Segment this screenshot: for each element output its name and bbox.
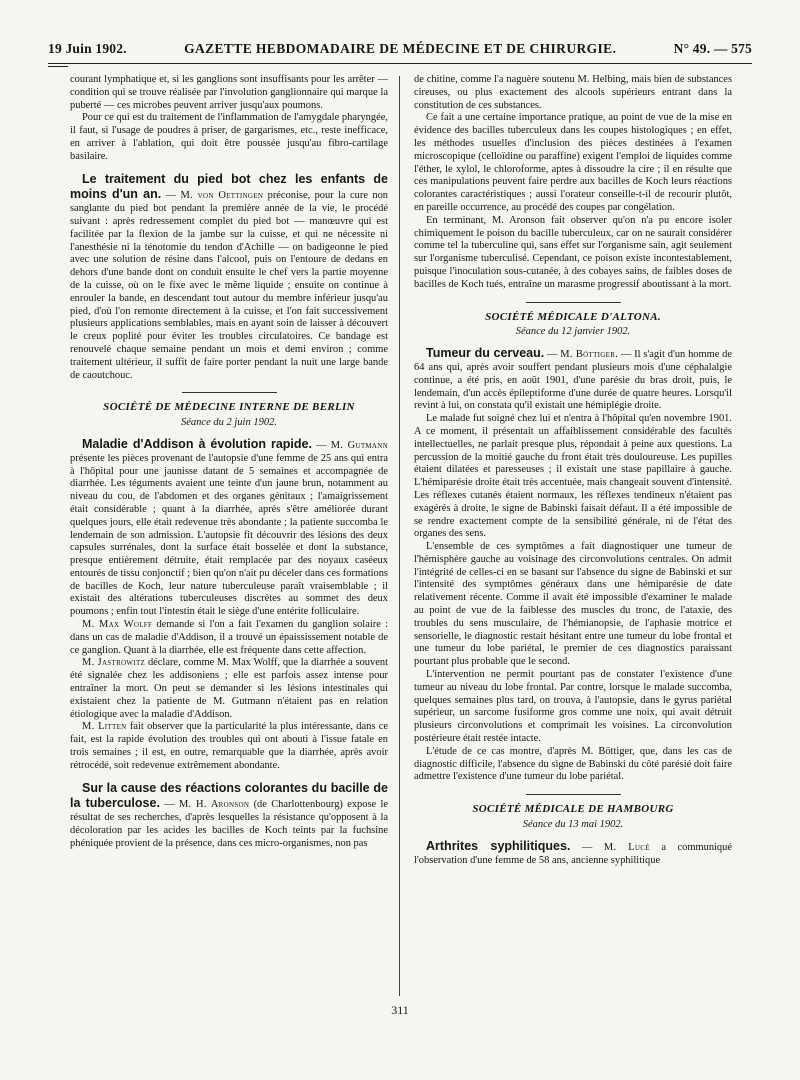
article-clubfoot: Le traitement du pied bot chez les enfants de moins d'un an. — M. von Oettingen préconise, pour la cure non sanglante du pied bot pendant la première année de la vie, le procédé suivant : après redressement complet du pied bot — manœuvre qui est facilitée par la flexion de la jambe sur la cuisse, et qui ne nécessite ni l'anesthésie ni la ténotomie du tendon d'Achille — on badigeonne le pied avec une solution de résine dans l'alcool, puis on l'entoure de dedans en dehors d'une bande dont on conduit ensuite le chef vers la partie moyenne de la cuisse, où on le fixe avec le même liquide ; ensuite on continue à enrouler la bande, en descendant tout autour du membre inférieur jusqu'au pied, d'où l'on remonte directement à la cuisse, et l'on fait successivement plusieurs applications semblables, mais en ayant soin de laisser à découvert le creux poplité pour éviter les troubles circulatoires. Ce bandage est renouvelé chaque semaine pendant un mois et demi environ ; comme traitement ultérieur, il suffit de faire porter pendant la nuit une large bande de caoutchouc. <box>70 171 389 381</box>
article-text: préconise, pour la cure non sanglante du pied bot pendant la première année de la vie, le procédé suivant : après redressement complet du pied bot — manœuvre qui est facilitée par la flexion de la jambe sur la cuisse, et qui ne nécessite ni l'anesthésie ni la ténotomie du tendon d'Achille — on badigeonne le pied avec une solution de résine dans l'alcool, puis on l'entoure de dedans en dehors d'une bande dont on conduit ensuite le chef vers la partie moyenne de la cuisse, où on le fixe avec le même liquide ; ensuite on continue à enrouler la bande, en descendant tout autour du membre inférieur jusqu'au pied, d'où l'on remonte directement à la cuisse, et l'on fait successivement plusieurs applications semblables, mais en ayant soin de laisser à découvert le creux poplité pour éviter les troubles circulatoires. Ce bandage est renouvelé chaque semaine pendant un mois et demi environ ; comme traitement ultérieur, il suffit de faire porter pendant la nuit une large bande de caoutchouc. <box>70 190 389 381</box>
issue-number: N° 49. — 575 <box>673 41 752 56</box>
article-text: présente les pièces provenant de l'autopsie d'une femme de 25 ans qui entra à l'hôpital pour une jaunisse datant de 5 semaines et accompagnée de diarrhée. Les téguments avaient une teinte d'un jaune brun, notamment au niveau du cou, de l'abdomen et des organes génitaux ; l'amaigrissement était considérable ; quant à la diarrhée, après s'être améliorée durant quelques jours, elle était redevenue très abondante ; la patiente succomba le lendemain de son admission. L'autopsie fit découvrir des lésions des deux capsules surrénales, dont la surface était bosselée et dont la substance, presque entièrement détruite, était remplacée par des noyaux caséeux entourés de tissu conjonctif ; bien qu'on n'ait pu déceler dans ces formations de bacilles de Koch, leur nature tuberculeuse paraît vraisemblable ; il existait des altérations tuberculeuses discrètes au sommet des deux poumons ; enfin tout l'intestin était le siège d'une entérite folliculaire. <box>70 452 388 618</box>
journal-title: GAZETTE HEBDOMADAIRE DE MÉDECINE ET DE CHIRURGIE. <box>184 41 617 56</box>
article-title: Arthrites syphilitiques. <box>426 838 571 853</box>
society-heading: SOCIÉTÉ MÉDICALE DE HAMBOURG <box>472 803 674 816</box>
author: M. Jastrowitz <box>82 657 146 669</box>
society-heading: SOCIÉTÉ MÉDICALE D'ALTONA. <box>485 310 661 323</box>
paragraph: Ce fait a une certaine importance pratique, au point de vue de la mise en évidence des bacilles tuberculeux dans les coupes histologiques ; en effet, les méthodes usuelles d'inclusion des pièces destinées à l'examen microscopique (celloïdine ou paraffine) exigent l'emploi de liquides comme l'éther, le xylol, le chloroforme, aptes à dissoudre la cire ; il en résulte que ces manipulations peuvent faire perdre aux bacilles de Koch leurs réactions colorantes caractéristiques ; aussi l'orateur conseille-t-il de recourir plutôt, en pareille occurrence, au procédé des coupes par congélation. <box>414 112 732 213</box>
section-divider <box>182 392 277 393</box>
page-folio: 311 <box>391 1003 409 1017</box>
session-date: Séance du 12 janvier 1902. <box>515 326 631 338</box>
paragraph-text: déclare, comme M. Max Wolff, que la diarrhée a souvent été signalée chez les addisoniens ; elle est parfois assez intense pour entraîner la mort. On peut se demander si les lésions intestinales qui existaient chez la patiente de M. Gutmann n'étaient pas en relation étiologique avec la maladie d'Addison. <box>70 657 388 720</box>
paragraph <box>70 721 388 772</box>
paragraph: En terminant, M. Aronson fait observer qu'on n'a pu encore isoler chimiquement le poison du bacille tuberculeux, car on ne saurait considérer comme tel la tuberculine qui, sans effet sur l'organisme sain, agit seulement sur l'organisme tuberculisé. Cependant, ce poison existe incontestablement, puisque l'inoculation sous-cutanée, à des cobayes sains, de faibles doses de bacilles de Koch tués, entraîne un marasme progressif aboutissant à la mort. <box>414 214 732 290</box>
article-arthritis: Arthrites syphilitiques. — M. Lucé a communiqué l'observation d'une femme de 58 ans, ancienne syphilitique <box>414 838 733 866</box>
header-rule-mark <box>48 66 68 67</box>
paragraph: L'ensemble de ces symptômes a fait diagnostiquer une tumeur de l'hémisphère gauche au voisinage des circonvolutions centrales. On admit l'intégrité de celles-ci en se basant sur l'absence du signe de Babinski et sur l'intensité des symptômes généraux dans une hémiparésie de date relativement récente. Comme il avait été impossible d'examiner le malade au point de vue de la faiblesse des muscles du tronc, de l'ataxie, des troubles du sens musculaire, de l'hémianopsie, de l'aphasie motrice et sensorielle, le diagnostic restait hésitant entre une tumeur du lobe frontal et une tumeur du lobe pariétal, le premier de ces diagnostics paraissant pourtant plus probable que le second. <box>414 541 732 668</box>
article-text: Il s'agit d'un homme de 64 ans qui, après avoir souffert pendant plusieurs mois d'une céphalalgie continue, a été pris, en août 1901, d'une parésie du bras droit, puis, le lendemain, d'un accès épileptiforme d'une durée de quatre heures. Lorsqu'il revint à lui, on constata qu'il existait une hémiplégie droite. <box>414 349 733 412</box>
article-tuberculosis: Sur la cause des réactions colorantes du bacille de la tuberculose. — M. H. Aronson (de Charlottenbourg) expose le résultat de ses recherches, d'après lesquelles la résistance qu'opposent à la décoloration par les acides les bacilles de Koch teints par la fuchsine phéniquée provient de la présence, dans ces micro-organismes, non pas <box>70 780 389 849</box>
paragraph <box>70 657 388 721</box>
header-rule <box>48 63 752 64</box>
paragraph: Le malade fut soigné chez lui et n'entra à l'hôpital qu'en novembre 1901. A ce moment, il présentait un affaiblissement considérable des facultés intellectuelles, ne parlait presque plus, répondait à peine aux questions. La percussion de la moitié gauche du front était très douloureuse. Les pupilles étaient dilatées et paresseuses ; il existait une stase papillaire à gauche. L'hémiparésie droite était très accentuée, mais changeait souvent d'intensité. Les réflexes cutanés étaient normaux, les réflexes tendineux n'étaient pas exagérés à droite, le signe de Babinski faisait défaut. Il a été impossible de se rendre exactement compte de la sensibilité générale, ni de l'état des organes des sens. <box>414 413 732 540</box>
article-brain-tumor: Tumeur du cerveau. — M. Böttiger. — Il s'agit d'un homme de 64 ans qui, après avoir souffert pendant plusieurs mois d'une céphalalgie continue, a été pris, en août 1901, d'une parésie du bras droit, puis, le lendemain, d'un accès épileptiforme d'une durée de quatre heures. Lorsqu'il revint à lui, on constata qu'il existait une hémiplégie droite. <box>414 346 733 412</box>
author: M. Böttiger. <box>560 349 619 361</box>
society-heading: SOCIÉTÉ DE MÉDECINE INTERNE DE BERLIN <box>103 401 355 414</box>
article-title: Le traitement du pied bot chez les enfants de moins d'un an. <box>70 171 388 202</box>
paragraph: de chitine, comme l'a naguère soutenu M. Helbing, mais bien de substances cireuses, ou plus exactement des alcools supérieurs entrant dans la constitution de ces substances. <box>414 74 732 111</box>
author: M. Litten <box>82 721 127 733</box>
paragraph: Pour ce qui est du traitement de l'inflammation de l'amygdale pharyngée, il faut, si l'usage de poudres à priser, de gargarismes, etc., reste inefficace, en arriver à l'ablation, qui doit être poussée jusqu'au fibro-cartilage basilaire. <box>70 112 388 162</box>
paragraph-text: demande si l'on a fait l'examen du ganglion solaire : dans un cas de maladie d'Addison, il a trouvé un épaississement notable de ce ganglion. Quant à la diarrhée, elle est fréquente dans cette affection. <box>70 619 388 656</box>
article-title: Tumeur du cerveau. <box>426 346 545 361</box>
article-text: (de Charlottenbourg) expose le résultat de ses recherches, d'après lesquelles la résistance qu'opposent à la décoloration par les acides les bacilles de Koch teints par la fuchsine phéniquée provient de la présence, dans ces micro-organismes, non pas <box>70 799 389 849</box>
running-header <box>48 38 752 60</box>
article-text: a communiqué l'observation d'une femme de 58 ans, ancienne syphilitique <box>414 841 733 866</box>
author: M. Gutmann <box>330 439 388 451</box>
session-date: Séance du 2 juin 1902. <box>181 417 277 429</box>
session-date: Séance du 13 mai 1902. <box>522 819 624 831</box>
article-title: Maladie d'Addison à évolution rapide. <box>82 436 312 451</box>
left-column <box>70 74 388 851</box>
article-title: Sur la cause des réactions colorantes du bacille de la tuberculose. <box>70 780 388 811</box>
section-divider <box>526 302 621 303</box>
paragraph: courant lymphatique et, si les ganglions sont insuffisants pour les arrêter — condition qui se trouve réalisée par l'involution ganglionnaire qui marque la puberté — ces microbes peuvent arriver jusqu'aux poumons. <box>70 74 388 111</box>
author: M. Lucé <box>603 841 650 853</box>
author: M. von Oettingen <box>180 190 264 202</box>
paragraph <box>70 619 388 657</box>
paragraph: L'intervention ne permit pourtant pas de constater l'existence d'une tumeur au niveau du lobe frontal. Par contre, lorsque le malade succomba, quelques semaines plus tard, on trouva, à l'autopsie, dans le gyrus pariétal supérieur, un sarcome fusiforme gros comme une noix, qui avait détruit plusieurs circonvolutions et comprimait les voisines. La circonvolution postérieure était restée intacte. <box>414 669 732 745</box>
issue-date: 19 Juin 1902. <box>48 41 127 56</box>
section-divider <box>526 794 621 795</box>
author: M. Max Wolff <box>82 619 153 631</box>
article-addison: Maladie d'Addison à évolution rapide. — M. Gutmann présente les pièces provenant de l'autopsie d'une femme de 25 ans qui entra à l'hôpital pour une jaunisse datant de 5 semaines et accompagnée de diarrhée. Les téguments avaient une teinte d'un jaune brun, notamment au niveau du cou, de l'abdomen et des organes génitaux ; l'amaigrissement était considérable ; quant à la diarrhée, après s'être améliorée durant quelques jours, elle était redevenue très abondante ; la patiente succomba le lendemain de son admission. L'autopsie fit découvrir des lésions des deux capsules surrénales, dont la surface était bosselée et dont la substance, presque entièrement détruite, était remplacée par des noyaux caséeux entourés de tissu conjonctif ; bien qu'on n'ait pu déceler dans ces formations de bacilles de Koch, leur nature tuberculeuse paraît vraisemblable ; il existait des altérations tuberculeuses discrètes au sommet des deux poumons ; enfin tout l'intestin était le siège d'une entérite folliculaire. <box>70 436 388 618</box>
paragraph: L'étude de ce cas montre, d'après M. Böttiger, que, dans les cas de diagnostic difficile, l'absence du signe de Babinski du côté parésié doit faire admettre l'existence d'une tumeur du lobe pariétal. <box>414 745 732 783</box>
right-column <box>414 74 732 867</box>
author: M. H. Aronson <box>178 799 250 811</box>
paragraph-text: fait observer que la particularité la plus intéressante, dans ce fait, est la rapide évolution des troubles qui ont abouti à l'issue fatale en trois semaines ; il est, en outre, remarquable que la diarrhée, après avoir rétrocédé, soit redevenue extrêmement abondante. <box>70 721 389 771</box>
column-separator <box>399 76 400 996</box>
